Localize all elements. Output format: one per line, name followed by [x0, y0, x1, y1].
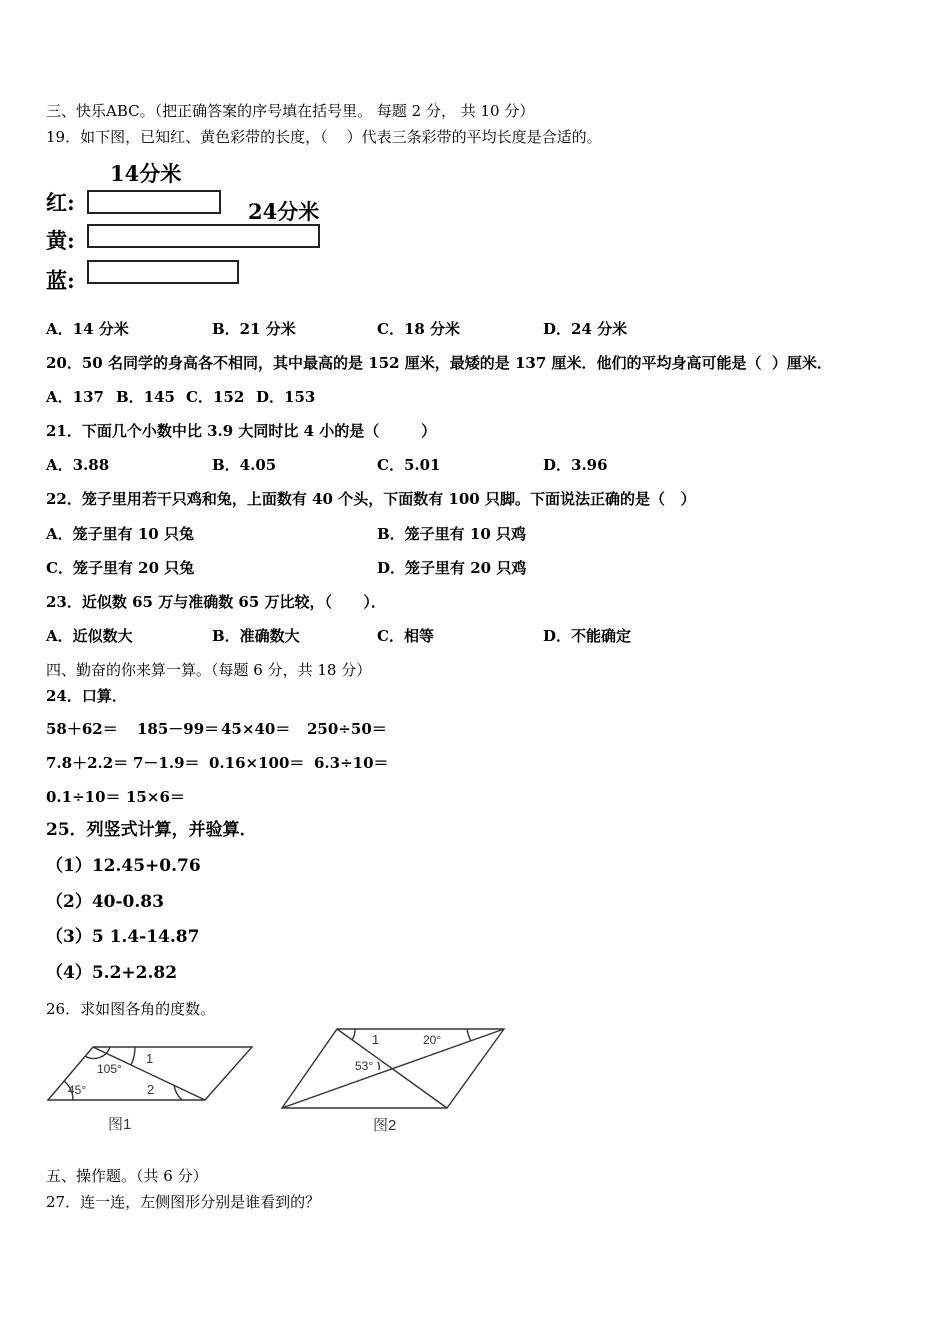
oral-calc-6: 7－1.9＝ — [133, 754, 200, 772]
oral-calc-9: 0.1÷10＝ — [46, 788, 121, 806]
q23-option-d: D．不能确定 — [543, 627, 632, 645]
oral-calc-10: 15×6＝ — [126, 788, 185, 806]
section-5-header: 五、操作题。（共 6 分） — [46, 1167, 208, 1185]
question-24: 24．口算． — [46, 687, 127, 705]
angle-2-label: 2 — [147, 1082, 155, 1097]
section-4-header: 四、勤奋的你来算一算。（每题 6 分，共 18 分） — [46, 661, 372, 679]
q21-option-a: A．3.88 — [46, 456, 110, 474]
yellow-label: 黄: — [46, 228, 75, 253]
vertical-calc-3: （3）5 1.4-14.87 — [46, 927, 200, 947]
question-20: 20．50 名同学的身高各不相同，其中最高的是 152 厘米，最矮的是 137 厘米．他们的平均身高可能是（ ）厘米． — [46, 354, 832, 372]
question-21: 21．下面几个小数中比 3.9 大同时比 4 小的是（ ） — [46, 422, 437, 440]
q21-option-b: B．4.05 — [212, 456, 277, 474]
q20-option-c: C．152 — [186, 388, 245, 406]
q21-option-c: C．5.01 — [377, 456, 441, 474]
yellow-ribbon — [87, 224, 320, 248]
q19-option-b: B．21 分米 — [212, 320, 296, 338]
oral-calc-2: 185－99＝ — [137, 720, 220, 738]
q22-option-b: B．笼子里有 10 只鸡 — [377, 525, 526, 543]
q20-option-a: A．137 — [46, 388, 104, 406]
angle-105-label: 105° — [97, 1062, 122, 1076]
question-26: 26．求如图各角的度数。 — [46, 1000, 216, 1018]
vertical-calc-1: （1）12.45+0.76 — [46, 856, 201, 876]
q22-option-d: D．笼子里有 20 只鸡 — [377, 559, 527, 577]
oral-calc-5: 7.8＋2.2＝ — [46, 754, 129, 772]
question-23: 23．近似数 65 万与准确数 65 万比较，（ ）． — [46, 593, 386, 611]
vertical-calc-4: （4）5.2+2.82 — [46, 963, 178, 983]
length-label-14: 14分米 — [110, 161, 182, 186]
angle-1-label: 1 — [146, 1051, 154, 1066]
angle-53-label: 53° — [355, 1059, 374, 1073]
q20-option-d: D．153 — [256, 388, 316, 406]
oral-calc-4: 250÷50＝ — [307, 720, 387, 738]
vertical-calc-2: （2）40-0.83 — [46, 892, 164, 912]
section-3-header: 三、快乐ABC。（把正确答案的序号填在括号里。 每题 2 分， 共 10 分） — [46, 102, 535, 120]
angle-45-label: 45° — [68, 1083, 87, 1097]
red-label: 红: — [46, 190, 75, 215]
length-label-24: 24分米 — [248, 199, 320, 224]
angle-figure-1 — [40, 1038, 260, 1138]
blue-label: 蓝: — [46, 268, 75, 293]
q22-option-c: C．笼子里有 20 只兔 — [46, 559, 195, 577]
question-22: 22．笼子里用若干只鸡和兔，上面数有 40 个头，下面数有 100 只脚。下面说法正确的是（ ） — [46, 490, 696, 508]
angle-20-label: 20° — [423, 1033, 442, 1047]
question-19: 19．如下图，已知红、黄色彩带的长度，（ ）代表三条彩带的平均长度是合适的。 — [46, 128, 602, 146]
q22-option-a: A．笼子里有 10 只兔 — [46, 525, 194, 543]
question-27: 27．连一连，左侧图形分别是谁看到的？ — [46, 1193, 321, 1211]
q23-option-b: B．准确数大 — [212, 627, 300, 645]
q21-option-d: D．3.96 — [543, 456, 608, 474]
angle-1-label-fig2: 1 — [372, 1032, 380, 1047]
q19-option-a: A．14 分米 — [46, 320, 129, 338]
oral-calc-8: 6.3÷10＝ — [314, 754, 389, 772]
q19-option-c: C．18 分米 — [377, 320, 461, 338]
q20-option-b: B．145 — [116, 388, 175, 406]
figure-2-caption: 图2 — [373, 1117, 397, 1134]
q23-option-c: C．相等 — [377, 627, 434, 645]
figure-1-caption: 图1 — [108, 1116, 132, 1133]
red-ribbon — [87, 190, 221, 214]
oral-calc-3: 45×40＝ — [221, 720, 291, 738]
question-25: 25．列竖式计算，并验算． — [46, 820, 257, 840]
q19-option-d: D．24 分米 — [543, 320, 628, 338]
oral-calc-7: 0.16×100＝ — [209, 754, 305, 772]
q23-option-a: A．近似数大 — [46, 627, 133, 645]
oral-calc-1: 58＋62＝ — [46, 720, 118, 738]
blue-ribbon — [87, 260, 239, 284]
angle-figure-2 — [275, 1022, 515, 1137]
